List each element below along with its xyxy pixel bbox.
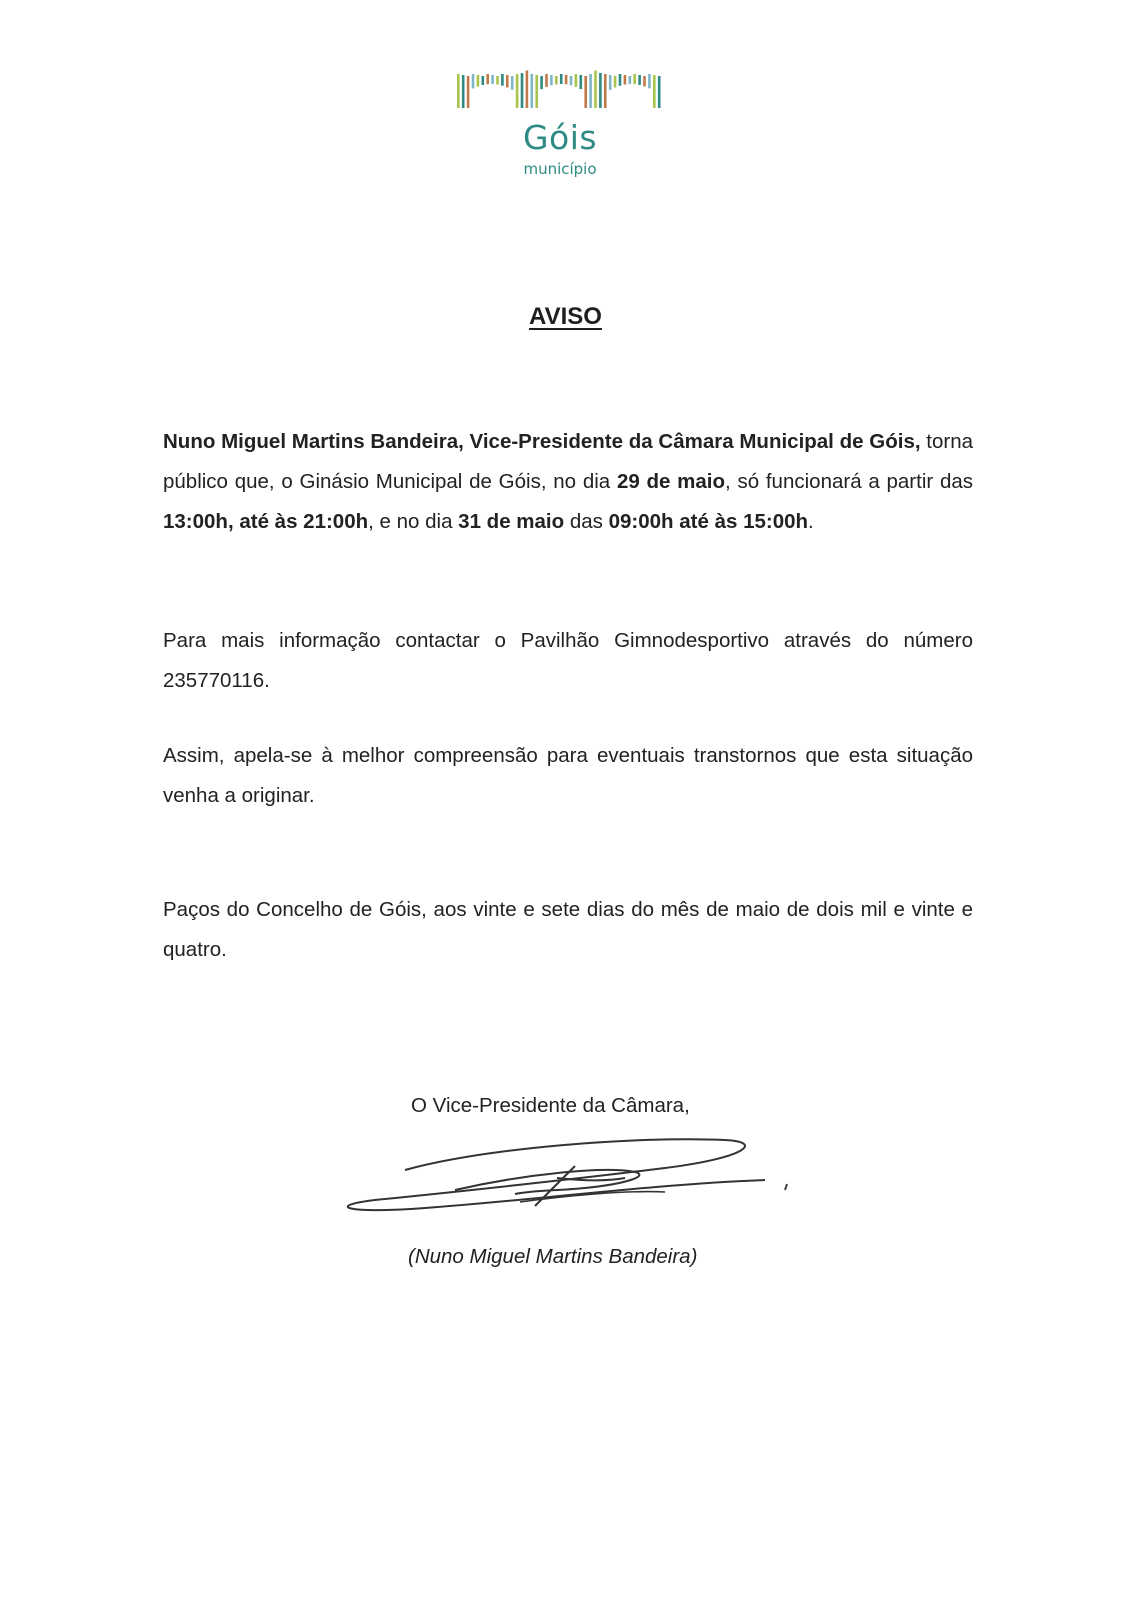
logo-bar	[633, 74, 636, 84]
paragraph-apology: Assim, apela-se à melhor compreensão para eventuais transtornos que esta situação venha a originar.	[163, 744, 973, 807]
logo-bar	[496, 76, 499, 85]
closing-title: O Vice-Presidente da Câmara,	[411, 1094, 690, 1117]
municipality-logo	[455, 64, 665, 194]
logo-bar	[658, 76, 661, 108]
logo-name: Góis	[522, 118, 598, 157]
logo-bar	[565, 75, 568, 84]
bridge-arch-icon	[455, 64, 665, 110]
logo-bar	[570, 76, 573, 85]
logo-bar	[550, 75, 553, 85]
logo-bar	[589, 74, 592, 108]
paragraph-place-date: Paços do Concelho de Góis, aos vinte e sete dias do mês de maio de dois mil e vinte e quatro.	[163, 898, 973, 961]
hours-2: 09:00h até às 15:00h	[608, 510, 809, 533]
logo-bar	[555, 76, 558, 84]
logo-bar	[535, 75, 538, 108]
logo-bar	[619, 74, 622, 86]
signer-name: (Nuno Miguel Martins Bandeira)	[408, 1245, 698, 1268]
logo-bar	[560, 74, 563, 84]
logo-bar	[594, 71, 597, 108]
handwritten-signature	[335, 1128, 805, 1228]
date-1: 29 de maio	[616, 470, 726, 493]
document-title: AVISO	[529, 303, 602, 330]
hours-1: 13:00h, até às 21:00h	[163, 510, 369, 533]
logo-bar	[648, 74, 651, 88]
logo-bar	[472, 74, 475, 88]
logo-subtitle: município	[523, 160, 597, 178]
logo-bar	[540, 76, 543, 89]
logo-bar	[545, 74, 548, 87]
logo-bar	[624, 75, 627, 85]
logo-bar	[511, 76, 514, 90]
logo-bar	[638, 75, 641, 85]
logo-bar	[462, 75, 465, 108]
logo-bar	[580, 75, 583, 89]
logo-bar	[526, 70, 529, 108]
logo-bar	[457, 74, 460, 108]
logo-bar	[531, 74, 534, 108]
paragraph-announcement: Nuno Miguel Martins Bandeira, Vice-Presidente da Câmara Municipal de Góis, torna público que, o Ginásio Municipal de Góis, no dia 29 de maio, só funcionará a partir das 13:00h, até às 21:00h, e no dia 31 de maio das 09:00h até às 15:00h.	[163, 430, 974, 533]
logo-bar	[506, 75, 509, 87]
logo-bar	[486, 74, 489, 84]
logo-bar	[516, 74, 519, 108]
logo-bar	[599, 73, 602, 108]
logo-bar	[491, 75, 494, 84]
logo-bar	[477, 75, 480, 86]
logo-bar	[575, 74, 578, 87]
logo-bar	[501, 74, 504, 86]
logo-bar	[629, 76, 632, 84]
announcer-name: Nuno Miguel Martins Bandeira, Vice-Presidente da Câmara Municipal de Góis,	[163, 430, 921, 453]
logo-bar	[467, 76, 470, 108]
logo-bar	[604, 74, 607, 108]
logo-bar	[614, 76, 617, 88]
date-2: 31 de maio	[458, 510, 565, 533]
logo-bar	[643, 76, 646, 86]
logo-bar	[584, 76, 587, 108]
logo-bar	[521, 73, 524, 108]
logo-bar	[653, 75, 656, 108]
paragraph-contact: Para mais informação contactar o Pavilhão Gimnodesportivo através do número 235770116.	[163, 629, 973, 692]
logo-bar	[609, 75, 612, 90]
logo-bar	[482, 76, 485, 85]
